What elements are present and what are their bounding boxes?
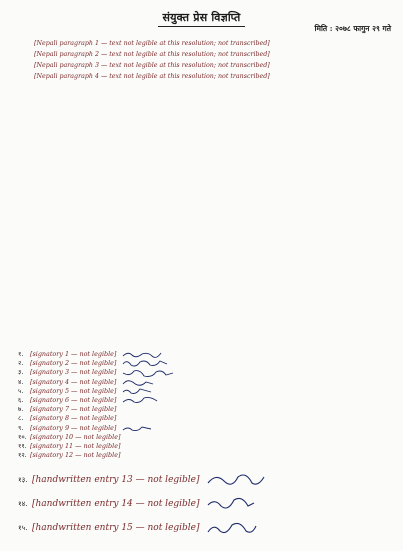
signatory-number: १२. — [18, 451, 27, 460]
paragraph-4: [Nepali paragraph 4 — text not legible at this resolution; not transcribed] — [34, 73, 270, 81]
signatory-row — [18, 414, 391, 423]
signatory-text: [signatory 12 — not legible] — [30, 451, 121, 460]
signatory-row — [18, 442, 391, 451]
signatory-number: २. — [18, 359, 24, 368]
signatory-row — [18, 451, 391, 460]
handwritten-number: १४. — [18, 499, 28, 508]
handwritten-row — [18, 492, 393, 516]
signatory-row — [18, 424, 391, 433]
signature-mark-icon — [122, 387, 152, 396]
paragraph-2: [Nepali paragraph 2 — text not legible at this resolution; not transcribed] — [34, 51, 270, 59]
handwritten-number: १३. — [18, 475, 28, 484]
signatory-number: ११. — [18, 442, 27, 451]
handwritten-signature-icon — [206, 495, 256, 513]
signatory-row — [18, 433, 391, 442]
signatory-row — [18, 387, 391, 396]
signatory-row — [18, 368, 391, 377]
handwritten-text: [handwritten entry 15 — not legible] — [32, 523, 200, 533]
signature-mark-icon — [122, 350, 162, 359]
signatory-text: [signatory 6 — not legible] — [30, 396, 117, 405]
handwritten-row — [18, 516, 393, 540]
signatory-number: १. — [18, 350, 24, 358]
handwritten-signatories — [18, 468, 393, 540]
handwritten-text: [handwritten entry 14 — not legible] — [32, 499, 200, 509]
signatory-text: [signatory 7 — not legible] — [30, 405, 117, 414]
signatory-text: [signatory 3 — not legible] — [30, 368, 117, 377]
signatory-number: ३. — [18, 368, 24, 377]
handwritten-signature-icon — [206, 519, 258, 537]
paragraph-1: [Nepali paragraph 1 — text not legible at this resolution; not transcribed] — [34, 40, 270, 47]
handwritten-text: [handwritten entry 13 — not legible] — [32, 475, 200, 485]
body-text — [12, 40, 391, 84]
signatory-number: ७. — [18, 405, 24, 414]
signatory-number: ९. — [18, 423, 24, 432]
signatory-text: [signatory 10 — not legible] — [30, 432, 121, 441]
signatory-text: [signatory 5 — not legible] — [30, 386, 117, 395]
signatory-text: [signatory 9 — not legible] — [30, 423, 117, 432]
signatory-number: ६. — [18, 396, 24, 405]
signatory-row — [18, 350, 391, 359]
signatory-text: [signatory 11 — not legible] — [30, 442, 121, 451]
signatory-number: १०. — [18, 432, 27, 441]
document-title: संयुक्त प्रेस विज्ञप्ति — [158, 10, 244, 27]
signature-mark-icon — [122, 396, 158, 405]
handwritten-signature-icon — [206, 471, 266, 489]
signatory-text: [signatory 8 — not legible] — [30, 414, 117, 423]
signatory-number: ८. — [18, 414, 24, 423]
signatory-row — [18, 359, 391, 368]
signatory-text: [signatory 2 — not legible] — [30, 359, 117, 368]
signatory-row — [18, 378, 391, 387]
signatory-number: ५. — [18, 386, 24, 395]
signature-mark-icon — [122, 369, 174, 378]
handwritten-row — [18, 468, 393, 492]
paragraph-3: [Nepali paragraph 3 — text not legible at this resolution; not transcribed] — [34, 62, 270, 70]
handwritten-number: १५. — [18, 523, 28, 532]
signatory-number: ४. — [18, 377, 24, 386]
signatory-text: [signatory 1 — not legible] — [30, 350, 117, 358]
signature-mark-icon — [122, 378, 154, 387]
signature-mark-icon — [122, 424, 152, 433]
signatory-list — [18, 350, 391, 460]
signatory-text: [signatory 4 — not legible] — [30, 377, 117, 386]
document-date: मिति : २०७८ फागुन २९ गते — [314, 24, 391, 33]
signatory-row — [18, 405, 391, 414]
signature-mark-icon — [122, 359, 168, 368]
signatory-row — [18, 396, 391, 405]
